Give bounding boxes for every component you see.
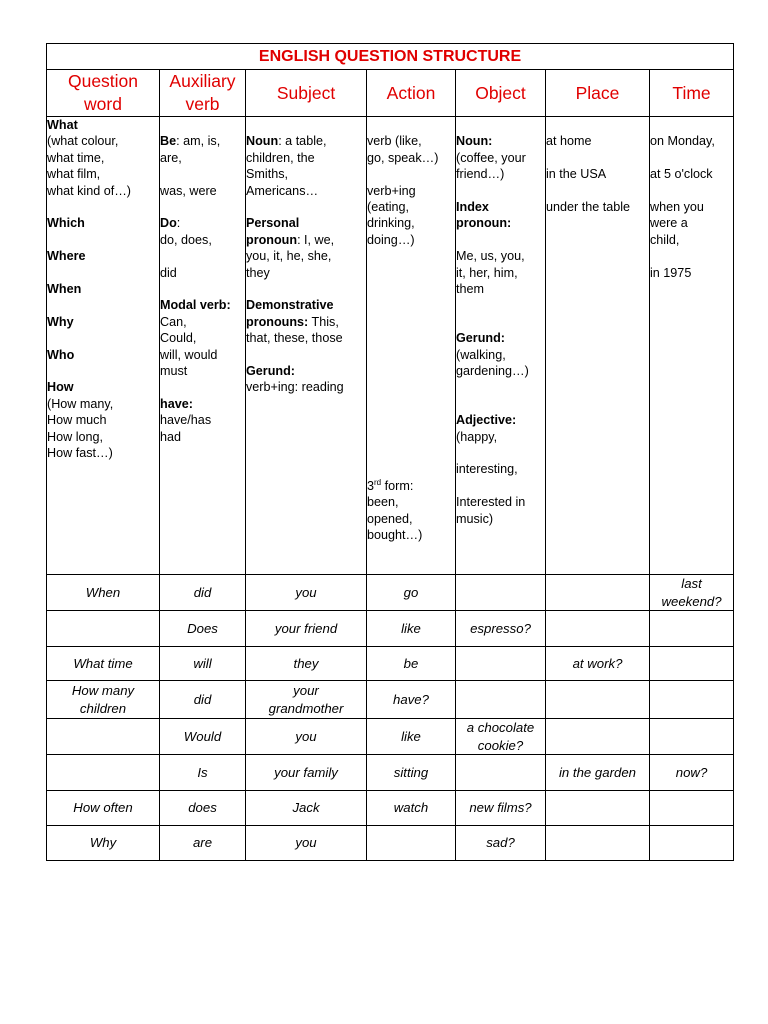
header-row xyxy=(47,70,734,117)
example-cell-subject: you xyxy=(246,826,367,861)
example-cell-object: new films? xyxy=(456,791,546,826)
example-cell-subject: your friend xyxy=(246,611,367,647)
example-cell-action: be xyxy=(367,647,456,681)
header-object: Object xyxy=(456,70,546,117)
qw-when: When xyxy=(47,282,82,297)
example-cell-auxiliary-verb: are xyxy=(160,826,246,861)
example-cell-auxiliary-verb: Does xyxy=(160,611,246,647)
example-cell-time xyxy=(650,791,734,826)
example-row xyxy=(47,681,734,719)
header-place: Place xyxy=(546,70,650,117)
example-cell-time: now? xyxy=(650,755,734,791)
example-cell-place: in the garden xyxy=(546,755,650,791)
table-title: ENGLISH QUESTION STRUCTURE xyxy=(47,44,734,70)
example-row xyxy=(47,647,734,681)
example-cell-question-word: Why xyxy=(47,826,160,861)
example-cell-time xyxy=(650,647,734,681)
example-cell-subject: Jack xyxy=(246,791,367,826)
example-cell-subject: they xyxy=(246,647,367,681)
example-cell-time xyxy=(650,719,734,755)
example-row xyxy=(47,719,734,755)
example-row xyxy=(47,755,734,791)
content-row xyxy=(47,117,734,575)
example-cell-place xyxy=(546,611,650,647)
example-row xyxy=(47,791,734,826)
obj-adjective-label: Adjective: xyxy=(456,413,517,428)
aux-modal-label: Modal verb: xyxy=(160,298,231,313)
qw-where: Where xyxy=(47,249,86,264)
header-auxiliary-verb: Auxiliary verb xyxy=(160,70,246,117)
example-cell-object xyxy=(456,575,546,611)
obj-gerund-label: Gerund: xyxy=(456,331,505,346)
example-cell-subject: your family xyxy=(246,755,367,791)
obj-index-label: Index xyxy=(456,200,489,214)
qw-how: How xyxy=(47,380,74,395)
example-cell-question-word: What time xyxy=(47,647,160,681)
example-cell-subject: you xyxy=(246,575,367,611)
obj-noun-label: Noun: xyxy=(456,134,493,149)
qw-which: Which xyxy=(47,216,85,231)
qw-who: Who xyxy=(47,347,75,362)
time-cell: on Monday, at 5 o'clock when you were a child, in 1975 xyxy=(650,117,734,575)
example-cell-question-word: How many children xyxy=(47,681,160,719)
header-subject: Subject xyxy=(246,70,367,117)
example-cell-place: at work? xyxy=(546,647,650,681)
example-cell-subject: you xyxy=(246,719,367,755)
example-cell-question-word xyxy=(47,611,160,647)
example-cell-question-word: How often xyxy=(47,791,160,826)
qw-what: What xyxy=(47,118,78,132)
example-cell-auxiliary-verb: Is xyxy=(160,755,246,791)
subj-noun-label: Noun xyxy=(246,134,279,149)
subj-demonstrative-label: Demonstrative xyxy=(246,298,334,313)
example-cell-place xyxy=(546,681,650,719)
example-cell-auxiliary-verb: did xyxy=(160,575,246,611)
example-cell-auxiliary-verb: does xyxy=(160,791,246,826)
subject-cell: Noun: a table, children, the Smiths, Americans… Personal pronoun: I, we, you, it, he, she, they Demonstrative pronouns: This, that, these, those Gerund: verb+ing: reading xyxy=(246,117,367,575)
example-row xyxy=(47,826,734,861)
action-third-form: 3rd form: xyxy=(367,477,414,493)
example-cell-place xyxy=(546,575,650,611)
aux-do-label: Do xyxy=(160,216,177,231)
action-cell: verb (like, go, speak…) verb+ing (eating, drinking, doing…) 3rd form: been, opened, bought…) xyxy=(367,117,456,575)
example-cell-action: watch xyxy=(367,791,456,826)
subj-gerund-label: Gerund: xyxy=(246,364,295,379)
example-cell-object xyxy=(456,681,546,719)
place-cell: at home in the USA under the table xyxy=(546,117,650,575)
example-cell-action: have? xyxy=(367,681,456,719)
question-structure-table xyxy=(46,43,734,861)
example-cell-object: espresso? xyxy=(456,611,546,647)
example-cell-action: like xyxy=(367,719,456,755)
example-cell-place xyxy=(546,719,650,755)
example-cell-question-word xyxy=(47,719,160,755)
question-word-cell: What (what colour, what time, what film, what kind of…) Which Where When Why Who How (How many, How much How long, How fast…) xyxy=(47,117,160,575)
aux-be-label: Be xyxy=(160,134,177,149)
example-cell-auxiliary-verb: Would xyxy=(160,719,246,755)
example-cell-object xyxy=(456,755,546,791)
example-cell-time xyxy=(650,826,734,861)
example-cell-action: go xyxy=(367,575,456,611)
example-row xyxy=(47,611,734,647)
example-cell-place xyxy=(546,826,650,861)
example-cell-auxiliary-verb: did xyxy=(160,681,246,719)
header-time: Time xyxy=(650,70,734,117)
object-cell: Noun: (coffee, your friend…) Index pronoun: Me, us, you, it, her, him, them Gerund: (walking, gardening…) Adjective: (happy, interesting, Interested in music) xyxy=(456,117,546,575)
example-cell-action xyxy=(367,826,456,861)
example-cell-time xyxy=(650,681,734,719)
example-cell-object: a chocolate cookie? xyxy=(456,719,546,755)
example-row xyxy=(47,575,734,611)
example-cell-object: sad? xyxy=(456,826,546,861)
header-question-word: Question word xyxy=(47,70,160,117)
example-cell-place xyxy=(546,791,650,826)
example-cell-auxiliary-verb: will xyxy=(160,647,246,681)
example-cell-action: sitting xyxy=(367,755,456,791)
example-cell-time xyxy=(650,611,734,647)
aux-have-label: have: xyxy=(160,396,193,411)
example-cell-subject: your grandmother xyxy=(246,681,367,719)
auxiliary-verb-cell: Be: am, is, are, was, were Do: do, does, did Modal verb: Can, Could, will, would must have: have/has had xyxy=(160,117,246,575)
header-action: Action xyxy=(367,70,456,117)
subj-personal-label: Personal xyxy=(246,216,300,231)
example-cell-question-word: When xyxy=(47,575,160,611)
example-cell-question-word xyxy=(47,755,160,791)
example-cell-action: like xyxy=(367,611,456,647)
example-cell-object xyxy=(456,647,546,681)
qw-why: Why xyxy=(47,314,74,329)
example-cell-time: last weekend? xyxy=(650,575,734,611)
